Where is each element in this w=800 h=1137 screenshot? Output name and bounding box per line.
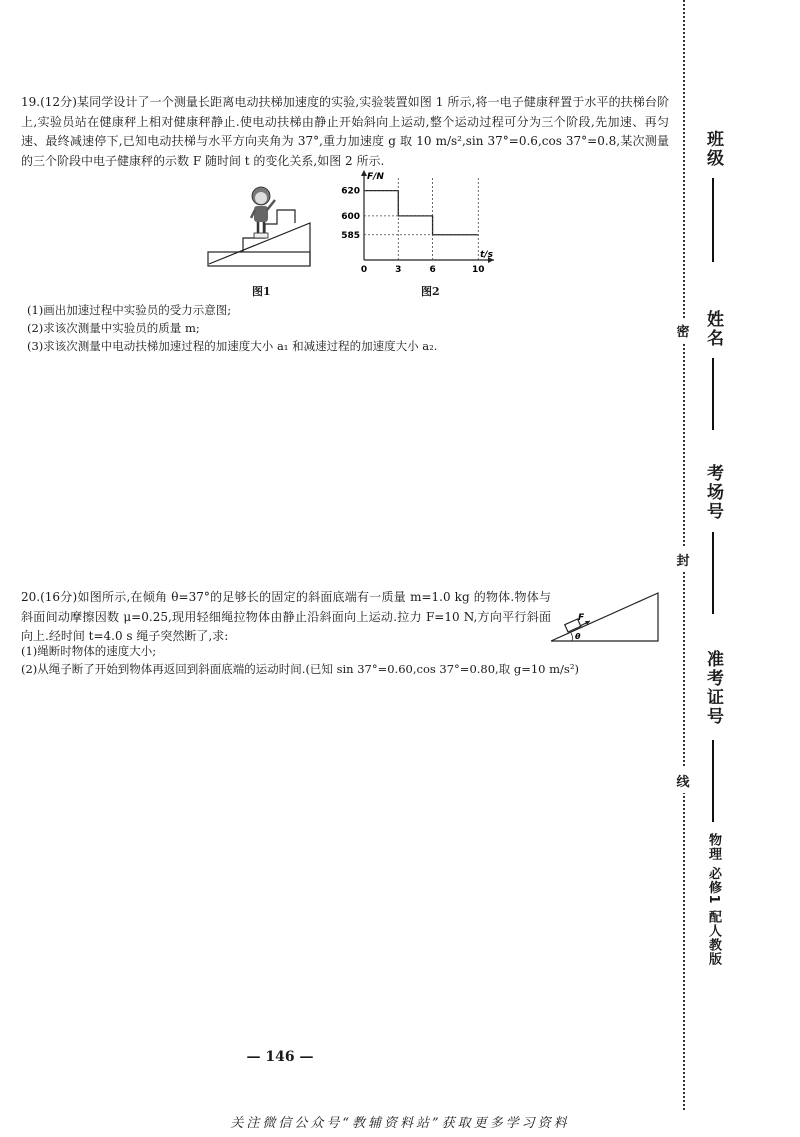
person-figure — [251, 187, 275, 238]
class-label: 班级 — [703, 130, 723, 168]
x-tick-label-2: 6 — [429, 265, 436, 275]
question-19-text: 19.(12分)某同学设计了一个测量长距离电动扶梯加速度的实验,实验装置如图 1 所示,将一电子健康秤置于水平的扶梯台阶上,实验员站在健康秤上相对健康秤静止.使电动扶梯由静止开始斜向上运动,整个运动过程可分为三个阶段,先加速、再匀速、最终减速停下,已知电动扶梯与水平方向夹角为 37°,重力加速度 g 取 10 m/s²,sin 37°=0.6,cos 37°=0.8,某次测量的三个阶段中电子健康秤的示数 F 随时间 t 的变化关系,如图 2 所示. — [21, 95, 669, 168]
footer-note: 关注微信公众号“教辅资料站”获取更多学习资料 — [230, 1116, 570, 1131]
question-20 — [21, 588, 551, 647]
ticket-label: 准考证号 — [703, 650, 723, 726]
x-tick-label-3: 10 — [472, 265, 485, 275]
x-tick-label-0: 0 — [360, 265, 368, 275]
q20-sub-2: (2)从绳子断了开始到物体再返回到斜面底端的运动时间.(已知 sin 37°=0.60,cos 37°=0.80,取 g=10 m/s²) — [21, 662, 579, 676]
y-tick-label-0: 620 — [341, 186, 360, 197]
y-tick-label-1: 600 — [341, 211, 360, 222]
question-19 — [21, 93, 669, 171]
x-tick-label-1: 3 — [395, 265, 402, 275]
name-label: 姓名 — [703, 310, 723, 348]
y-axis-label: F/N — [367, 172, 384, 182]
series-line — [364, 191, 478, 235]
q19-sub-3: (3)求该次测量中电动扶梯加速过程的加速度大小 a₁ 和减速过程的加速度大小 a₂. — [27, 339, 438, 353]
page-number: — 146 — — [246, 1049, 314, 1065]
q20-sub-1: (1)绳断时物体的速度大小; — [21, 644, 157, 658]
room-blank — [712, 532, 714, 614]
figure-2-caption: 图2 — [421, 285, 440, 298]
name-blank — [712, 358, 714, 430]
question-20-text: 20.(16分)如图所示,在倾角 θ=37°的足够长的固定的斜面底端有一质量 m=1.0 kg 的物体.物体与斜面间动摩擦因数 μ=0.25,现用轻细绳拉物体由静止沿斜面向上运动.拉力 F=10 N,方向平行斜面向上.经时间 t=4.0 s 绳子突然断了,求: — [21, 590, 551, 643]
q19-sub-2: (2)求该次测量中实验员的质量 m; — [27, 321, 200, 335]
class-blank — [712, 178, 714, 262]
angle-label: θ — [575, 632, 581, 641]
room-label: 考场号 — [703, 464, 723, 521]
question-19-subquestions — [27, 301, 437, 355]
y-tick-label-2: 585 — [341, 230, 360, 241]
x-axis-label: t/s — [480, 250, 493, 260]
ticket-blank — [712, 740, 714, 822]
book-info: 物理 必修1 配人教版 — [706, 833, 721, 967]
figure-incline — [548, 588, 663, 648]
seal-char-xian: 线 — [676, 768, 690, 793]
seal-char-mi: 密 — [676, 318, 690, 343]
question-20-subquestions — [21, 642, 661, 678]
q19-sub-1: (1)画出加速过程中实验员的受力示意图; — [27, 303, 232, 317]
figure-1-caption: 图1 — [252, 285, 271, 298]
seal-char-feng: 封 — [676, 547, 690, 572]
force-label: F — [578, 613, 585, 623]
figure-2-chart — [336, 168, 506, 280]
figure-1-escalator — [205, 182, 315, 272]
